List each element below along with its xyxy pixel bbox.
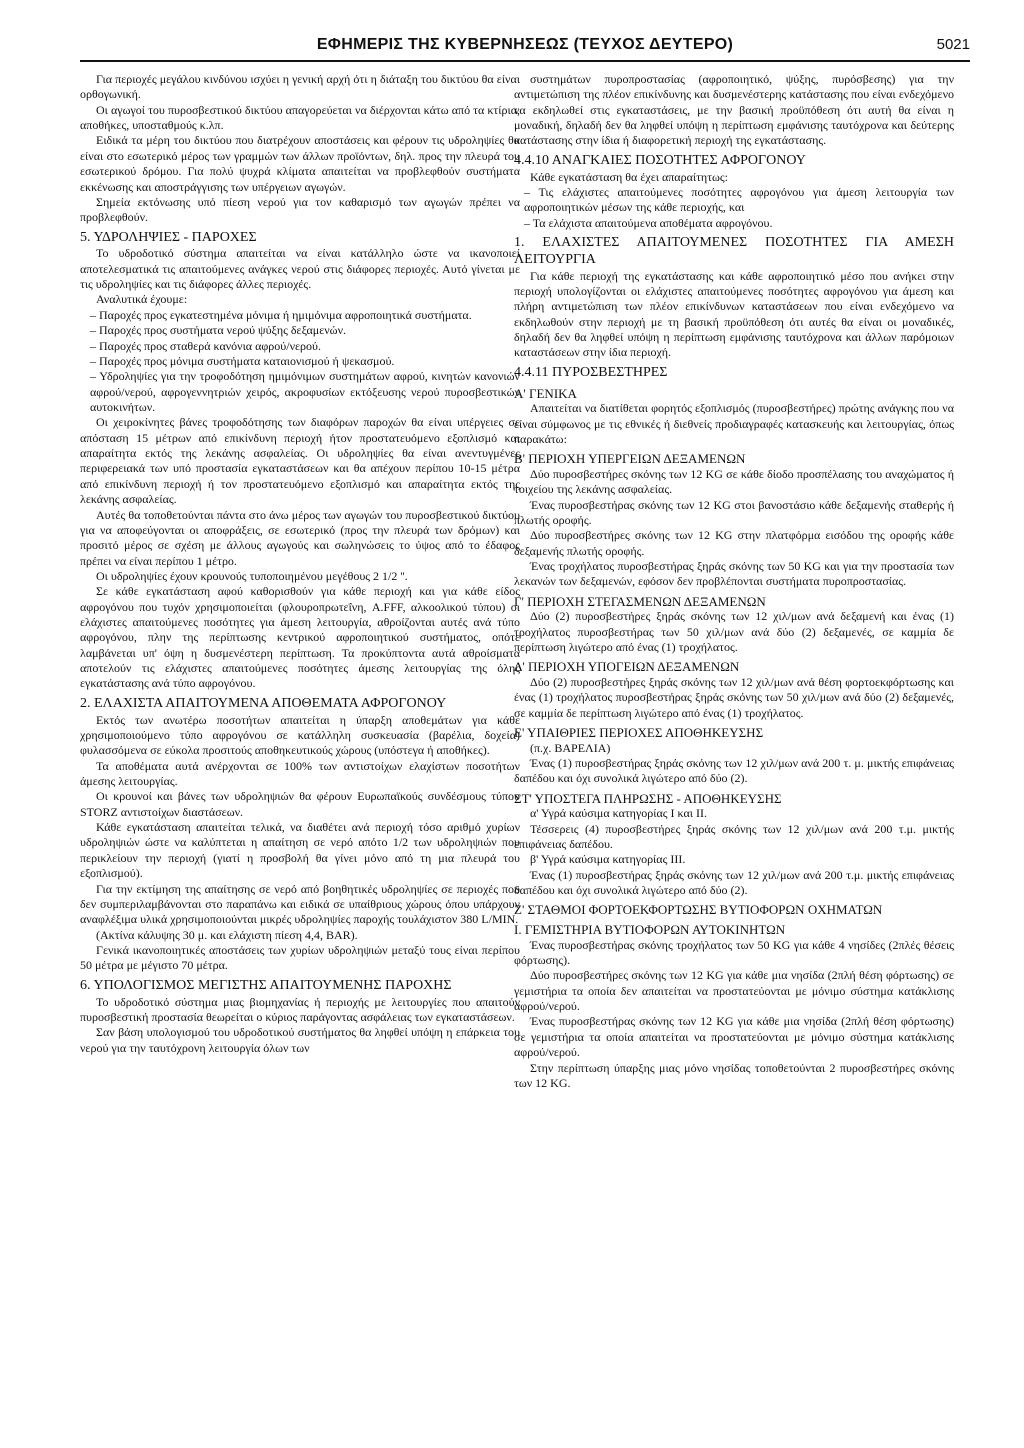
subsection-heading: Β' ΠΕΡΙΟΧΗ ΥΠΕΡΓΕΙΩΝ ΔΕΞΑΜΕΝΩΝ [514, 451, 746, 467]
subsection-heading: Ζ' ΣΤΑΘΜΟΙ ΦΟΡΤΟΕΚΦΟΡΤΩΣΗΣ ΒΥΤΙΟΦΟΡΩΝ ΟΧΗΜΑΤΩΝ [514, 902, 883, 918]
paragraph: Δύο πυροσβεστήρες σκόνης των 12 KG σε κάθε δίοδο προσπέλασης του αναχώματος ή τοιχείου της λεκάνης ασφαλείας. [514, 466, 954, 497]
paragraph: Αυτές θα τοποθετούνται πάντα στο άνω μέρος των αγωγών του πυροσβεστικού δικτύου για να αποφεύγονται οι αποφράξεις, σε εσωτερικό (προς την πλευρά των δρόμων) και προσιτό μέρος σε σχέση με άλλους αγωγούς και σωληνώσεις το ύψος από το έδαφος πρέπει να είναι περίπου 1 μέτρο. [80, 507, 520, 568]
paragraph: Κάθε εγκατάσταση απαιτείται τελικά, να διαθέτει ανά περιοχή τόσο αριθμό χυρίων υδροληψιών ώστε να καλύπτεται η απαίτηση σε νερό απότο 1/2 των υδροληψιών που περικλείουν την περιοχή (γιατί η προσβολή θα γίνει μόνο από τη μια πλευρά του εξοπλισμού). [80, 820, 520, 881]
paragraph: Για περιοχές μεγάλου κινδύνου ισχύει η γενική αρχή ότι η διάταξη του δικτύου θα είναι ορθογωνική. [80, 72, 520, 102]
paragraph: Δύο (2) πυροσβεστήρες ξηράς σκόνης των 12 χιλ/μων ανά δεξαμενή και ένας (1) τροχήλατος πυροσβεστήρας των 50 χιλ/μων ανά δύο (2) δεξαμενές, σε καμμία δε περίπτωση λιγώτερο από ένας (1) τροχήλατος. [514, 609, 954, 655]
list-item: – Υδροληψίες για την τροφοδότηση ημιμόνιμων συστημάτων αφρού, κινητών κανονιών αφρού/νερού, αφρογεννητριών χειρός, ακροφυσίων εκτόξευσης νερού πυροσβεστικών αυτοκινήτων. [90, 369, 520, 414]
paragraph: Απαιτείται να διατίθεται φορητός εξοπλισμός (πυροσβεστήρες) πρώτης ανάγκης που να είναι σύμφωνος με τις εθνικές ή διεθνείς προδιαγραφές κατασκευής και λειτουργίας, όπως παρακάτω: [514, 401, 954, 446]
left-column [80, 72, 520, 1432]
section-heading: 6. ΥΠΟΛΟΓΙΣΜΟΣ ΜΕΓΙΣΤΗΣ ΑΠΑΙΤΟΥΜΕΝΗΣ ΠΑΡΟΧΗΣ [80, 977, 452, 993]
paragraph: Στην περίπτωση ύπαρξης μιας μόνο νησίδας τοποθετούνται 2 πυροσβεστήρες σκόνης των 12 KG. [514, 1060, 954, 1090]
paragraph: Ένας τροχήλατος πυροσβεστήρας ξηράς σκόνης των 50 KG και για την προστασία των λεκανών των δεξαμενών, εφόσον δεν προβλέπονται συστήματα πυροπροστασίας. [514, 559, 954, 589]
paragraph: Τέσσερεις (4) πυροσβεστήρες ξηράς σκόνης των 12 χιλ/μων ανά 200 τ.μ. μικτής επιφάνειας δαπέδου. [514, 821, 954, 852]
paragraph: Σημεία εκτόνωσης υπό πίεση νερού για τον καθαρισμό των αγωγών πρέπει να προβλεφθούν. [80, 194, 520, 225]
paragraph: Οι υδροληψίες έχουν κρουνούς τυποποιημένου μεγέθους 2 1/2 ''. [96, 568, 408, 583]
paragraph: Οι κρουνοί και βάνες των υδροληψιών θα φέρουν Ευρωπαϊκούς συνδέσμους τύπου STORZ αντιστοίχων διαστάσεων. [80, 789, 520, 819]
list-item: – Παροχές προς σταθερά κανόνια αφρού/νερού. [90, 338, 321, 353]
subsection-heading: ΣΤ' ΥΠΟΣΤΕΓΑ ΠΛΗΡΩΣΗΣ - ΑΠΟΘΗΚΕΥΣΗΣ [514, 790, 782, 806]
list-item: – Παροχές προς εγκατεστημένα μόνιμα ή ημιμόνιμα αφροποιητικά συστήματα. [90, 307, 472, 322]
paragraph: Για την εκτίμηση της απαίτησης σε νερό από βοηθητικές υδροληψίες σε περιοχές που δεν συμπεριλαμβάνονται στο παραπάνω και ειδικά σε υπαίθριους χώρους όπου υπάρχουν αναφλέξιμα υλικά χρησιμοποιούνται μικρές υδροληψίες παροχής τουλάχιστον 380 L/MIN. [80, 881, 520, 927]
paragraph: Οι χειροκίνητες βάνες τροφοδότησης των διαφόρων παροχών θα είναι υπέργειες σε απόσταση 15 μέτρων από επικίνδυνη περιοχή ήτον προστατευόμενο εξοπλισμό και απαραίτητα εκτός της λεκάνης ασφαλείας. Οι υδροληψίες θα είναι ανεντυγμένες περιφερειακά των υπό προστασία εγκαταστάσεων και θα απέχουν περίπου 10-15 μέτρα από επικίνδυνη περιοχή ή τον προστατευόμενο εξοπλισμό και απαραίτητα εκτός της λεκάνης ασφαλείας. [80, 415, 520, 507]
paragraph: Για κάθε περιοχή της εγκατάστασης και κάθε αφροποιητικό μέσο που ανήκει στην περιοχή υπολογίζονται οι ελάχιστες απαιτούμενες ποσότητες αφρογόνου για άμεση και πλήρη αντιμετώπιση των πλέον επικίνδυνων καταστάσεων που είναι ενδεχόμενο να εκδηλωθούν στην περιοχή με τη βασική προϋπόθεση ότι αυτές θα είναι οι μοναδικές, δηλαδή δεν θα ληφθεί υπόψη η περίπτωση εμφάνισης ταυτόχρονα και άλλων παρόμοιων καταστάσεων στην ίδια περιοχή. [514, 268, 954, 360]
section-heading: 5. ΥΔΡΟΛΗΨΙΕΣ - ΠΑΡΟΧΕΣ [80, 229, 257, 245]
paragraph: Γενικά ικανοποιητικές αποστάσεις των χυρίων υδροληψιών μεταξύ τους είναι περίπου 50 μέτρα με μέγιστο 70 μέτρα. [80, 943, 520, 973]
section-heading: 4.4.11 ΠΥΡΟΣΒΕΣΤΗΡΕΣ [514, 364, 668, 380]
paragraph: Ένας πυροσβεστήρας σκόνης των 12 KG για κάθε μια νησίδα (2πλή θέση φόρτωσης) σε γεμιστήρια τα οποία απαιτείται να προστατεύονται με μόνιμο σύστημα κατάκλισης αφρού/νερού. [514, 1014, 954, 1060]
page-number: 5021 [936, 36, 970, 53]
paragraph: Δύο (2) πυροσβεστήρες ξηράς σκόνης των 12 χιλ/μων ανά θέση φορτοεκφόρτωσης και ένας (1) τροχήλατος πυροσβεστήρας ξηράς σκόνης των 50 χιλ/μων ανά δύο (2) δεξαμενές, σε καμμία δε περίπτωση λιγώτερο από ένας (1) τροχήλατος. [514, 674, 954, 720]
paragraph: (π.χ. ΒΑΡΕΛΙΑ) [530, 740, 611, 755]
paragraph: Εκτός των ανωτέρω ποσοτήτων απαιτείται η ύπαρξη αποθεμάτων για κάθε χρησιμοποιούμενο τύπο αφρογόνου σε κατάλληλη συσκευασία (βαρέλια, δοχεία) φυλασσόμενα σε εύκολα προσιτούς αποθηκευτικούς χώρους (υπόστεγα ή αποθήκες). [80, 712, 520, 758]
paragraph: Ένας (1) πυροσβεστήρας ξηράς σκόνης των 12 χιλ/μων ανά 200 τ. μ. μικτής επιφάνειας δαπέδου και όχι συνολικά λιγώτερο από δύο (2). [514, 756, 954, 786]
paragraph: Ένας πυροσβεστήρας σκόνης των 12 KG στοι βανοστάσιο κάθε δεξαμενής σταθερής ή πλωτής οροφής. [514, 497, 954, 527]
list-item: – Παροχές προς μόνιμα συστήματα καταιονισμού ή ψεκασμού. [90, 353, 395, 368]
paragraph: συστημάτων πυροπροστασίας (αφροποιητικό, ψύξης, πυρόσβεσης) για την αντιμετώπιση της πλέον επικίνδυνης και δυσμενέστερης κατάστασης που είναι ενδεχόμενο να εκδηλωθεί στις εγκαταστάσεις, με την βασική προϋπόθεση ότι αυτή θα είναι η μοναδική, δηλαδή δεν θα ληφθεί υπόψη η περίπτωση εμφάνισης ταυτόχρονα και δεύτερης κατάστασης στην ίδια ή διαφορετική περιοχή της εγκατάστασης. [514, 72, 954, 148]
subsection-heading: Γ' ΠΕΡΙΟΧΗ ΣΤΕΓΑΣΜΕΝΩΝ ΔΕΞΑΜΕΝΩΝ [514, 593, 766, 609]
paragraph: Κάθε εγκατάσταση θα έχει απαραίτητως: [530, 169, 729, 184]
paragraph: Οι αγωγοί του πυροσβεστικού δικτύου απαγορεύεται να διέρχονται κάτω από τα κτίρια, αποθήκες, υποσταθμούς κ.λπ. [80, 102, 520, 133]
right-column [514, 72, 954, 1432]
paragraph: Ειδικά τα μέρη του δικτύου που διατρέχουν αποστάσεις και φέρουν τις υδροληψίες θα είναι στο εσωτερικό μέρος των γραμμών των άλλων προϊόντων, δηλ. προς την πλευρά του εσωτερικού δρόμου. Για πολύ ψυχρά κλίματα απαιτείται να προβλεφθούν συστήματα εκκένωσης και αποστράγγισης των υπέργειων αγωγών. [80, 133, 520, 194]
subsection-heading: Α' ΓΕΝΙΚΑ [514, 385, 577, 401]
subsection-heading: Δ' ΠΕΡΙΟΧΗ ΥΠΟΓΕΙΩΝ ΔΕΞΑΜΕΝΩΝ [514, 659, 740, 675]
paragraph: Σαν βάση υπολογισμού του υδροδοτικού συστήματος θα ληφθεί υπόψη η επάρκεια του νερού για την ταυτόχρονη λειτουργία όλων των [80, 1025, 520, 1055]
paragraph: Τα αποθέματα αυτά ανέρχονται σε 100% των αντιστοίχων ελαχίστων ποσοτήτων άμεσης λειτουργίας. [80, 758, 520, 789]
list-item: – Παροχές προς συστήματα νερού ψύξης δεξαμενών. [90, 323, 346, 338]
paragraph: α' Υγρά καύσιμα κατηγορίας Ι και ΙΙ. [530, 806, 707, 821]
page-header [80, 30, 970, 62]
paragraph: Το υδροδοτικό σύστημα μιας βιομηχανίας ή περιοχής με λειτουργίες που απαιτούν πυροσβεστική προστασία θεωρείται ο κύριος παράγοντας ασφάλειας των εγκαταστάσεων. [80, 994, 520, 1024]
paragraph: Ένας πυροσβεστήρας σκόνης τροχήλατος των 50 KG για κάθε 4 νησίδες (2πλές θέσεις φόρτωσης). [514, 937, 954, 968]
section-heading: 1. ΕΛΑΧΙΣΤΕΣ ΑΠΑΙΤΟΥΜΕΝΕΣ ΠΟΣΟΤΗΤΕΣ ΓΙΑ ΑΜΕΣΗ ΛΕΙΤΟΥΡΓΙΑ [514, 235, 954, 267]
paragraph: β' Υγρά καύσιμα κατηγορίας ΙΙΙ. [530, 852, 686, 867]
section-heading: 2. ΕΛΑΧΙΣΤΑ ΑΠΑΙΤΟΥΜΕΝΑ ΑΠΟΘΕΜΑΤΑ ΑΦΡΟΓΟΝΟΥ [80, 695, 447, 711]
paragraph: Αναλυτικά έχουμε: [96, 292, 188, 307]
paragraph: Ένας (1) πυροσβεστήρας ξηράς σκόνης των 12 χιλ/μων ανά 200 τ.μ. μικτής επιφάνειας δαπέδου και όχι συνολικά λιγώτερο από δύο (2). [514, 867, 954, 898]
paragraph: Το υδροδοτικό σύστημα απαιτείται να είναι κατάλληλο ώστε να ικανοποιεί αποτελεσματικά τις απαιτούμενες ανάγκες νερού στις διάφορες περιοχές. Αυτό γίνεται με τις υδροληψίες και τις διάφορες άλλες περιοχές. [80, 246, 520, 292]
list-item: – Τα ελάχιστα απαιτούμενα αποθέματα αφρογόνου. [524, 215, 773, 230]
list-item: – Τις ελάχιστες απαιτούμενες ποσότητες αφρογόνου για άμεση λειτουργία των αφροποιητικών μέσων της κάθε περιοχής, και [524, 184, 954, 215]
section-heading: 4.4.10 ΑΝΑΓΚΑΙΕΣ ΠΟΣΟΤΗΤΕΣ ΑΦΡΟΓΟΝΟΥ [514, 152, 806, 168]
subsection-heading: Ε' ΥΠΑΙΘΡΙΕΣ ΠΕΡΙΟΧΕΣ ΑΠΟΘΗΚΕΥΣΗΣ [514, 725, 764, 741]
paragraph: Δύο πυροσβεστήρες σκόνης των 12 KG στην πλατφόρμα εισόδου της οροφής κάθε δεξαμενής πλωτής οροφής. [514, 528, 954, 558]
gazette-title: ΕΦΗΜΕΡΙΣ ΤΗΣ ΚΥΒΕΡΝΗΣΕΩΣ (ΤΕΥΧΟΣ ΔΕΥΤΕΡΟ) [316, 36, 734, 53]
paragraph: (Ακτίνα κάλυψης 30 μ. και ελάχιστη πίεση 4,4, BAR). [96, 927, 358, 942]
subsection-heading: Ι. ΓΕΜΙΣΤΗΡΙΑ ΒΥΤΙΟΦΟΡΩΝ ΑΥΤΟΚΙΝΗΤΩΝ [514, 922, 786, 938]
paragraph: Δύο πυροσβεστήρες σκόνης των 12 KG για κάθε μια νησίδα (2πλή θέση φόρτωσης) σε γεμιστήρια τα οποία δεν απαιτείται να προστατεύονται με μόνιμο σύστημα κατάκλισης αφρού/νερού. [514, 968, 954, 1014]
paragraph: Σε κάθε εγκατάσταση αφού καθορισθούν για κάθε περιοχή και για κάθε είδος αφρογόνου που τυχόν χρησιμοποιείται (φλουροπρωτεΐνη, A.FFF, αλκοολικού τύπου) οι ελάχιστες απαιτούμενες ποσότητες για άμεση λειτουργία, αθροίζονται αυτές ανά τύπο αφρογόνου, πλην της περίπτωσης κεντρικού αφροποιητικού συστήματος, οπότε λαμβάνεται υπ' όψη η δυσμενέστερη περίπτωση. Τα προκύπτοντα αυτά αθροίσματα αποτελούν τις ελάχιστες απαιτούμενες ποσότητες άμεσης λειτουργίας της όλης εγκατάστασης ανά τύπο αφρογόνου. [80, 584, 520, 691]
